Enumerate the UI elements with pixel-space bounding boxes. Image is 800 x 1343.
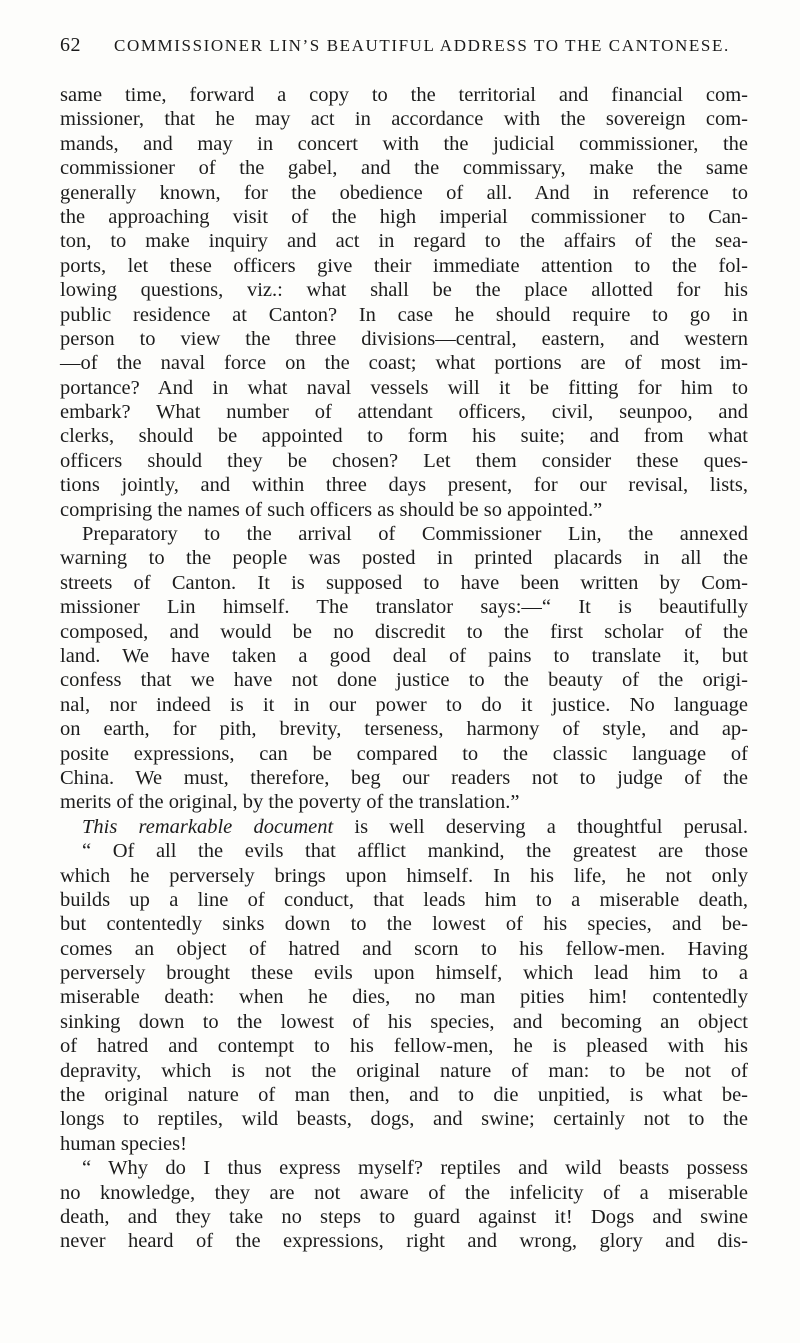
line-text: embark? What number of attendant officers, civil, seunpoo, and (60, 401, 748, 424)
line-text: tions jointly, and within three days present, for our revisal, lists, (60, 474, 748, 497)
text-line (60, 815, 748, 839)
text-line (60, 1132, 748, 1156)
text-line (60, 473, 748, 497)
line-text: of hatred and contempt to his fellow-men, he is pleased with his (60, 1035, 748, 1058)
text-line (60, 961, 748, 985)
text-line (60, 937, 748, 961)
text-line (60, 571, 748, 595)
text-line (60, 1059, 748, 1083)
text-line (60, 1181, 748, 1205)
line-text: mands, and may in concert with the judicial commissioner, the (60, 132, 748, 155)
text-line (60, 132, 748, 156)
line-text: sinking down to the lowest of his species, and becoming an object (60, 1010, 748, 1033)
line-text: miserable death: when he dies, no man pities him! contentedly (60, 986, 748, 1009)
text-line (60, 1034, 748, 1058)
line-text: missioner Lin himself. The translator says:—“ It is beautifully (60, 596, 748, 619)
line-text: which he perversely brings upon himself. In his life, he not only (60, 864, 748, 887)
line-text: merits of the original, by the poverty of the translation.” (60, 791, 520, 814)
text-line (60, 303, 748, 327)
text-line (60, 717, 748, 741)
line-text: longs to reptiles, wild beasts, dogs, and swine; certainly not to the (60, 1108, 748, 1131)
line-text: streets of Canton. It is supposed to have been written by Com- (60, 571, 748, 594)
line-text: —of the naval force on the coast; what portions are of most im- (60, 352, 748, 375)
text-line (60, 668, 748, 692)
line-text: lowing questions, viz.: what shall be the place allotted for his (60, 279, 748, 302)
text-line (60, 522, 748, 546)
text-line (60, 1156, 748, 1180)
text-line (60, 156, 748, 180)
text-line (60, 985, 748, 1009)
text-line (60, 1083, 748, 1107)
line-text: comes an object of hatred and scorn to his fellow-men. Having (60, 937, 748, 960)
body-text (60, 83, 748, 1254)
text-line (60, 83, 748, 107)
line-text: perversely brought these evils upon himself, which lead him to a (60, 962, 748, 985)
line-text: officers should they be chosen? Let them consider these ques- (60, 449, 748, 472)
line-text: death, and they take no steps to guard against it! Dogs and swine (60, 1205, 748, 1228)
text-line (60, 1107, 748, 1131)
line-text: commissioner of the gabel, and the commissary, make the same (60, 157, 748, 180)
line-text: no knowledge, they are not aware of the infelicity of a miserable (60, 1181, 748, 1204)
text-line (60, 498, 748, 522)
line-text: “ Why do I thus express myself? reptiles and wild beasts possess (82, 1157, 748, 1180)
text-line (60, 790, 748, 814)
line-text: “ Of all the evils that afflict mankind, the greatest are those (82, 840, 748, 863)
text-line (60, 205, 748, 229)
text-line (60, 1205, 748, 1229)
text-line (60, 229, 748, 253)
line-text: but contentedly sinks down to the lowest of his species, and be- (60, 913, 748, 936)
text-line (60, 400, 748, 424)
text-line (60, 595, 748, 619)
line-text: clerks, should be appointed to form his suite; and from what (60, 425, 748, 448)
text-line (60, 327, 748, 351)
line-text: ton, to make inquiry and act in regard to the affairs of the sea- (60, 230, 748, 253)
line-text: same time, forward a copy to the territorial and financial com- (60, 84, 748, 106)
line-text: Preparatory to the arrival of Commissioner Lin, the annexed (82, 523, 748, 546)
line-text: generally known, for the obedience of all. And in reference to (60, 181, 748, 204)
text-line (60, 107, 748, 131)
text-line (60, 1229, 748, 1253)
line-text: nal, nor indeed is it in our power to do it justice. No language (60, 693, 748, 716)
running-head: COMMISSIONER LIN’S BEAUTIFUL ADDRESS TO THE CANTONESE. (114, 36, 730, 55)
text-line (60, 888, 748, 912)
line-text: depravity, which is not the original nature of man: to be not of (60, 1059, 748, 1082)
text-line (60, 546, 748, 570)
line-text: human species! (60, 1132, 187, 1155)
line-text: person to view the three divisions—central, eastern, and western (60, 327, 748, 350)
line-text: land. We have taken a good deal of pains to translate it, but (60, 644, 748, 667)
text-line (60, 742, 748, 766)
text-line (60, 693, 748, 717)
line-text: China. We must, therefore, beg our readers not to judge of the (60, 766, 748, 789)
text-line (60, 351, 748, 375)
text-line (60, 766, 748, 790)
line-text: is well deserving a thoughtful perusal. (333, 815, 748, 838)
line-text: the approaching visit of the high imperial commissioner to Can- (60, 205, 748, 228)
page-header (60, 34, 750, 62)
text-line (60, 839, 748, 863)
text-line (60, 1010, 748, 1034)
text-line (60, 181, 748, 205)
line-text: portance? And in what naval vessels will it be fitting for him to (60, 376, 748, 399)
line-text: comprising the names of such officers as should be so appointed.” (60, 498, 603, 521)
text-line (60, 449, 748, 473)
text-line (60, 376, 748, 400)
line-text: posite expressions, can be compared to the classic language of (60, 742, 748, 765)
text-line (60, 620, 748, 644)
text-line (60, 254, 748, 278)
line-text: builds up a line of conduct, that leads him to a miserable death, (60, 888, 748, 911)
line-text: public residence at Canton? In case he should require to go in (60, 303, 748, 326)
line-text: missioner, that he may act in accordance with the sovereign com- (60, 108, 748, 131)
italic-phrase: This remarkable document (82, 815, 334, 838)
page-number: 62 (60, 34, 81, 56)
line-text: the original nature of man then, and to die unpitied, is what be- (60, 1084, 748, 1107)
line-text: never heard of the expressions, right and wrong, glory and dis- (60, 1230, 748, 1253)
text-line (60, 864, 748, 888)
text-line (60, 424, 748, 448)
line-text: composed, and would be no discredit to the first scholar of the (60, 620, 748, 643)
text-line (60, 278, 748, 302)
text-line (60, 912, 748, 936)
line-text: confess that we have not done justice to the beauty of the origi- (60, 669, 748, 692)
line-text: on earth, for pith, brevity, terseness, harmony of style, and ap- (60, 718, 748, 741)
line-text: warning to the people was posted in printed placards in all the (60, 547, 748, 570)
line-text: ports, let these officers give their immediate attention to the fol- (60, 254, 748, 277)
text-line (60, 644, 748, 668)
